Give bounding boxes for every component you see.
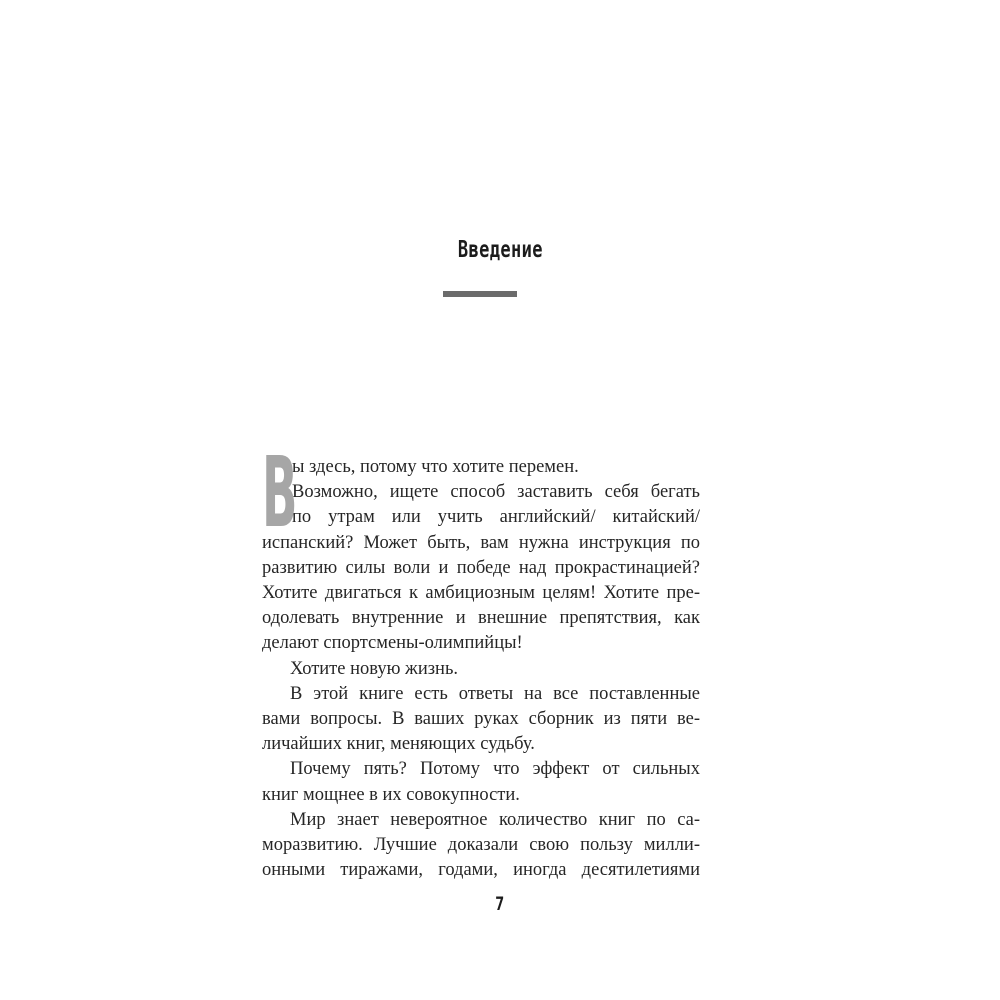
drop-cap-letter: В [262,436,298,549]
text-line: Возможно, ищете способ заставить себя бегать [292,482,700,503]
text-line: делают спортсмены-олимпийцы! [262,633,523,654]
text-line: Мир знает невероятное количество книг по са- [290,809,700,830]
chapter-title [0,237,1000,263]
text-line: одолевать внутренние и внешние препятствия, как [262,608,700,629]
text-line: по утрам или учить английский/ китайский/ [292,507,700,528]
text-line: Почему пять? Потому что эффект от сильных [290,759,700,780]
text-line: Хотите двигаться к амбициозным целям! Хотите пре- [262,583,700,604]
text-line: вами вопросы. В ваших руках сборник из пяти ве- [262,709,700,730]
text-line: ы здесь, потому что хотите перемен. [292,457,579,477]
title-divider [443,291,517,297]
text-line: личайших книг, меняющих судьбу. [262,734,535,755]
text-line: онными тиражами, годами, иногда десятилетиями [262,860,700,881]
text-line: испанский? Может быть, вам нужна инструкция по [262,532,700,553]
text-line: развитию силы воли и победе над прокрастинацией? [262,557,700,578]
text-line: моразвитию. Лучшие доказали свою пользу милли- [262,835,700,856]
text-line: Хотите новую жизнь. [290,658,459,679]
page-number [0,893,1000,915]
chapter-title-text: Введение [457,237,543,263]
text-line: В этой книге есть ответы на все поставленные [290,683,700,704]
page-number-text: 7 [495,893,505,915]
body-text [262,436,700,883]
text-line: книг мощнее в их совокупности. [262,784,520,805]
